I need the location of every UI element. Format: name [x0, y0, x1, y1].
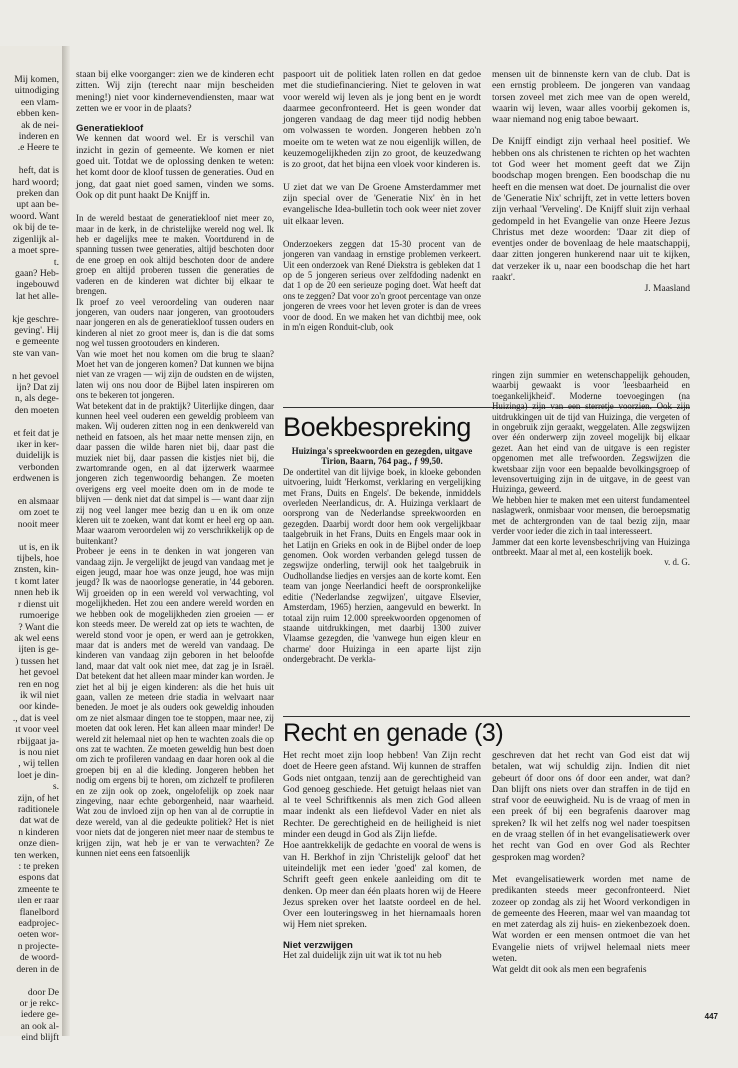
- margin-line: onze dien-: [18, 838, 59, 850]
- paragraph: paspoort uit de politiek laten rollen en dat gedoe met die studiefinanciering. Niet te geloven in wat voor wereld wij leven als je jong bent en je wordt daarmee geconfronteerd. Het is geen wonder dat jongeren vandaag de dag meer tijd nodig hebben om volwassen te worden. Jongeren hebben zo'n moeite om te weten wat ze nou eigenlijk willen, de keuzemogelijkheden zijn zo groot, de keuzedwang is zo groot, dat het bijna een vloek voor kinderen is.: [283, 70, 481, 171]
- margin-line: et feit dat je: [13, 427, 59, 439]
- margin-line: ebben ken-: [16, 108, 59, 120]
- margin-line: ste van van-: [12, 347, 59, 359]
- margin-line: e gemeente: [15, 336, 59, 348]
- paragraph: Wat geldt dit ook als men een begrafenis: [492, 965, 647, 976]
- margin-line: [0, 416, 62, 427]
- book-review-heading: Boekbespreking: [283, 412, 472, 442]
- margin-line: den moeten: [14, 404, 59, 416]
- subheading-niet-verzwijgen: Niet verzwijgen: [283, 939, 353, 951]
- article-heading-recht-en-genade: Recht en genade (3): [283, 719, 504, 747]
- review-signature: v. d. G.: [664, 557, 690, 568]
- paragraph: geschreven dat het recht van God eist dat wij betalen, wat wij schuldig zijn. Indien dit niet gebeurt óf door ons óf door een ander, wat dan? Dan blijft ons niets over dan straffen in de tijd en straf voor de eeuwigheid. Nu is de vraag of men in een preek óf bij een begrafenis daarover mag spreken? Ik wil het zelfs nog wel nader toespitsen en de vraag stellen óf in het evangelisatiewerk over het recht van God en over God als Rechter gesproken mag worden?: [492, 751, 690, 863]
- margin-line: oeten wor-: [17, 929, 59, 941]
- article-column-1: [76, 70, 274, 858]
- margin-line: zigenlijk al-: [12, 233, 59, 245]
- author-signature: J. Maasland: [644, 284, 690, 295]
- margin-line: zijn, of het: [17, 792, 59, 804]
- margin-line: : te preken: [18, 861, 59, 873]
- book-reference: Huizinga's spreekwoorden en gezegden, uitgave Tirion, Baarn, 764 pag., ƒ 99,50.: [291, 446, 473, 467]
- margin-line: inderen en: [18, 131, 59, 143]
- paragraph: De Knijff eindigt zijn verhaal heel positief. We hebben ons als christenen te richten op het wachten tot God weer het moment geeft dat we Zijn boodschap mogen brengen. Een boodschap die nu heeft en die mensen wat doet. De journalist die over de 'Generatie Nix' schrijft, zet in vette letters boven zijn verhaal 'Verveling'. De Knijff sluit zijn verhaal gedompeld in het Evangelie van onze Heere Jezus Christus met deze woorden: 'Daar zit diep of eventjes onder de bovenlaag de hele maatschappij, daar zitten jongeren hunkerend naar uit te kijken, dat verzeker ik u, naar een boodschap die het hart raakt'.: [492, 137, 690, 284]
- margin-line: ılen er raar: [17, 895, 59, 907]
- margin-line: iedere ge-: [20, 1009, 59, 1021]
- paragraph: U ziet dat we van De Groene Amsterdammer met zijn special over de 'Generatie Nix' èn in het evangelische Idea-bulletin toch ook weer niet zover uit elkaar leven.: [283, 182, 481, 227]
- margin-line: ak wel eens: [14, 632, 59, 644]
- margin-line: eadprojec-: [18, 918, 59, 930]
- margin-line: , wij tellen: [18, 758, 59, 770]
- paragraph: Wat betekent dat in de praktijk? Uiterlijke dingen, daar kunnen heel veel ouderen een geweldig probleem van maken. Wij ouderen zitten nog in een denkwereld van netheid en fatsoen, als het maar nette mensen zijn, en daar passen die wilde haren niet bij, daar past die muziek niet bij, daar passen die kistjes niet bij, die zwartomrande ogen, en al dat ijzerwerk waarmee jongeren zich tegenwoordig behangen. Ze moeten overigens erg veel moeite doen om in de mode te blijven — denk niet dat dat simpel is — want daar zijn zij nog veel langer mee bezig dan u en ik om onze kleren uit te zoeken, want dat komt er heel erg op aan. Maar waarom veroordelen wij zo verschrikkelijk op de buitenkant?: [76, 400, 274, 546]
- margin-line: rumoerige: [19, 610, 59, 622]
- margin-line: duidelijk is: [16, 450, 59, 462]
- recht-column-1: [283, 751, 481, 962]
- margin-line: ) tussen het: [15, 655, 59, 667]
- margin-line: znsten, kin-: [14, 564, 59, 576]
- book-review-column-1: [283, 446, 481, 665]
- margin-line: ıker in ker-: [16, 439, 59, 450]
- margin-line: r dienst uit: [17, 598, 59, 610]
- margin-line: gaan? Heb-: [15, 267, 59, 279]
- paragraph: Hoe aantrekkelijk de gedachte en vooral de wens is van H. Berkhof in zijn 'Christelijk geloof' dat het uiteindelijk met een ieder 'goed' zal komen, de Schrift geeft geen enkele aanleiding om dit te denken. Op meer dan één plaats horen wij de Heere Jezus spreken over het laatste oordeel en de hel. Over een louteringsweg in het hiernamaals horen wij Hem niet spreken.: [283, 841, 481, 931]
- margin-line: n het gevoel: [12, 370, 59, 382]
- margin-line: n, als dege-: [15, 393, 59, 405]
- margin-line: n projecte-: [17, 940, 59, 952]
- previous-page-text: [0, 46, 62, 1044]
- margin-line: tijbels, hoe: [16, 553, 59, 565]
- margin-line: or je rekc-: [19, 997, 59, 1009]
- margin-line: [0, 302, 62, 313]
- page-gutter: [62, 46, 70, 1036]
- paragraph: Met evangelisatiewerk worden met name de predikanten steeds meer geconfronteerd. Niet zozeer op zondag als zij het Woord verkondigen in de gemeente des Heeren, maar wel van maandag tot en met zaterdag als zij huis- en ziekenbezoek doen. Wat worden er een mensen ontmoet die van het Evangelie niets of vrijwel helemaal niets meer weten.: [492, 874, 690, 965]
- margin-line: nnen heb ik: [14, 587, 59, 599]
- margin-line: ijn? Dat zij: [16, 381, 59, 393]
- margin-line: woord. Want: [9, 210, 59, 222]
- paragraph: Van wie moet het nou komen om die brug te slaan? Moet het van de jongeren komen? Dat kunnen we bijna niet van ze vragen — wij zijn de oudsten en de wijsten, laten wij ons nou door de Bijbel laten inspireren om ons te bekeren tot jongeren.: [76, 348, 274, 401]
- margin-line: ut is, en ik: [19, 541, 59, 553]
- margin-line: deren in de: [16, 963, 59, 975]
- margin-line: oor kinde-: [19, 701, 59, 713]
- paragraph: Onderzoekers zeggen dat 15-30 procent van de jongeren van vandaag in ernstige problemen verkeert. Uit een onderzoek van René Diekstra is gebleken dat 1 op de 5 jongeren serieus over zelfdoding nadenkt en dat 1 op de 20 een serieuze poging doet. Wat heeft dat ons te zeggen? Dat voor zo'n groot percentage van onze jongeren de vrees voor het leven groter is dan de vrees voor de dood. En we maken het van dichtbij mee, ook in m'n eigen Ronduit-club, ook: [283, 238, 481, 333]
- margin-line: preken dan: [16, 188, 59, 200]
- margin-line: ren en nog: [18, 678, 59, 690]
- book-review-column-2: [492, 370, 690, 568]
- margin-line: een vlam-: [20, 96, 59, 108]
- margin-line: ıt voor veel: [15, 724, 59, 736]
- margin-line: rbijgaat ja-: [17, 735, 59, 747]
- margin-line: ten werken,: [14, 849, 59, 861]
- margin-line: erdwenen is: [12, 473, 59, 485]
- margin-line: a moet spre-: [11, 245, 59, 257]
- margin-line: ingebouwd: [16, 279, 59, 291]
- article-column-3: [492, 70, 690, 296]
- margin-line: geving'. Hij: [14, 324, 59, 336]
- recht-column-2: [492, 751, 690, 977]
- article-column-2: [283, 70, 481, 333]
- paragraph: Probeer je eens in te denken in wat jongeren van vandaag zijn. Je vergelijkt de jeugd van vandaag met je eigen jeugd, maar hoe was onze jeugd, hoe was mijn jeugd? Ik was de naoorlogse generatie, in '44 geboren. Wij groeiden op in een wereld vol verwachting, vol mogelijkheden. Het zou een andere wereld worden en we hebben ook de mogelijkheden zien groeien — er kon steeds meer. De wereld zat op iets te wachten, de wereld stond voor je open, er werd aan je getrokken, maar dat is anders met de wereld van vandaag. De kinderen van vandaag zijn geboren in het beloofde land, maar dat valt ook niet mee, dat zag je in Israël. Dat betekent dat het alleen maar minder kan worden. Je ziet het al bij je eigen kinderen: als die het huis uit gaan, vallen ze meteen drie stadia in welvaart naar beneden. Je moet je als ouders ook geweldig inhouden om ze niet alsmaar dingen toe te stoppen, maar nee, zij moeten dat ook leren. Het kan alleen maar minder! De wereld zit helemaal niet op hen te wachten zoals die op ons zat te wachten. Ze moeten geweldig hun best doen om zich te profileren vandaag en daar horen ook al die groepen bij en al die kleding. Jongeren hebben het nodig om ergens bij te horen, om zichzelf te profileren en ze zijn ook op zoek, ongelofelijk op zoek naar zingeving, naar echte geborgenheid, naar waarheid. Wat zou de invloed zijn op hen van al de corruptie in deze wereld, van al die gedeukte politiek? Het is niet voor niets dat de jongeren niet meer naar de stembus te krijgen zijn, wat heb je er van te verwachten? Ze kunnen niet eens een fatsoenlijk: [76, 546, 274, 859]
- paragraph: Het recht moet zijn loop hebben! Van Zijn recht doet de Heere geen afstand. Wij kunnen de straffen Gods niet ontgaan, tenzij aan de gerechtigheid van God genoeg geschiede. Het getuigt helaas niet van al te veel Schriftkennis als men zich God alleen maar indenkt als een liefdevol Vader en niet als Rechter. De gerechtigheid en de heiligheid is niet minder een deugd in God als Zijn liefde.: [283, 751, 481, 841]
- margin-line: ., dat is veel: [12, 712, 59, 724]
- margin-line: [0, 485, 62, 496]
- paragraph: staan bij elke voorganger: zien we de kinderen echt zitten. Wij zijn (terecht naar mijn bescheiden mening!) niet voor kindernevendiensten, maar wat zetten we er voor in de plaats?: [76, 70, 274, 114]
- margin-line: [0, 359, 62, 370]
- paragraph: In de wereld bestaat de generatiekloof niet meer zo, maar in de kerk, in de christelijke wereld nog wel. Ik heb er dagelijks mee te maken. Voortdurend in de spanning tussen twee generaties, altijd beschoten door de ene groep en ook altijd beschoten door de andere groep en altijd proberen tussen die generaties de vaderen en de kinderen wat dichter bij elkaar te brengen.: [76, 213, 274, 297]
- margin-line: s.: [52, 781, 59, 793]
- margin-line: ak de nei-: [21, 119, 59, 131]
- margin-line: [0, 530, 62, 541]
- margin-line: is nou niet: [19, 746, 59, 758]
- margin-line: t.: [53, 256, 59, 268]
- margin-line: loet je din-: [17, 769, 59, 781]
- margin-line: [0, 975, 62, 986]
- margin-line: ok bij de te-: [12, 222, 59, 234]
- margin-line: hard woord;: [12, 176, 59, 188]
- margin-line: om zoet te: [19, 507, 59, 519]
- margin-line: het gevoel: [19, 667, 59, 679]
- margin-line: en alsmaar: [17, 496, 59, 508]
- margin-line: uitnodiging: [14, 85, 59, 97]
- margin-line: espons dat: [18, 872, 59, 884]
- margin-line: raditionele: [17, 804, 59, 815]
- paragraph: Jammer dat een korte levensbeschrijving van Huizinga ontbreekt. Maar al met al, een kostelijk boek.: [492, 536, 690, 557]
- margin-line: Mij komen,: [14, 74, 59, 85]
- margin-line: ijten is ge-: [18, 644, 59, 656]
- margin-line: upt aan be-: [16, 199, 59, 211]
- margin-line: lat het alle-: [15, 290, 59, 302]
- paragraph: We kennen dat woord wel. Er is verschil van inzicht in gezin of gemeente. We komen er niet goed uit. Totdat we de oplossing denken te weten: het komt door de kloof tussen de generaties. Oud en jong, dat gaat niet goed samen, vinden we soms. Ook op dit punt haakt De Knijff in.: [76, 134, 274, 201]
- section-divider: [283, 716, 690, 717]
- previous-page-strip: [0, 46, 63, 1044]
- margin-line: eind blijft: [21, 1032, 59, 1044]
- margin-line: de woord-: [19, 952, 59, 964]
- section-heading-generatiekloof: Generatiekloof: [76, 123, 144, 135]
- margin-line: ? Want die: [18, 621, 59, 633]
- margin-line: n kinderen: [18, 826, 59, 838]
- margin-line: an ook al-: [20, 1020, 59, 1032]
- margin-line: nooit meer: [17, 518, 59, 530]
- paragraph: Het zal duidelijk zijn uit wat ik tot nu heb: [283, 951, 442, 962]
- paragraph: Ik proef zo veel veroordeling van ouderen naar jongeren, van ouders naar jongeren, van grootouders naar jongeren en als de generatiekloof tussen ouders en kinderen al niet zo groot meer is, dan is die dat soms nog wel tussen grootouders en kinderen.: [76, 296, 274, 349]
- margin-line: verbonden: [18, 461, 59, 473]
- margin-line: heft, dat is: [18, 165, 59, 177]
- margin-line: [0, 154, 62, 165]
- margin-line: dat wat de: [19, 815, 59, 827]
- margin-line: kje geschre-: [12, 313, 59, 325]
- margin-line: t komt later: [14, 575, 59, 587]
- page-number: 447: [704, 1012, 718, 1021]
- margin-line: zmeente te: [17, 883, 59, 895]
- margin-line: ik wil niet: [20, 689, 59, 701]
- margin-line: door De: [27, 986, 59, 998]
- paragraph: ringen zijn summier en wetenschappelijk gehouden, waarbij gewaakt is voor 'leesbaarheid en toegankelijkheid'. Moderne toevoegingen (na Huizinga) zijn van een sterretje voorzien. Ook zijn uitdrukkingen uit de tijd van Huizinga, die vergeten of in ongebruik zijn geraakt, weggelaten. Alle zegswijzen over één onderwerp zijn zoveel mogelijk bij elkaar gezet. Aan het eind van de uitgave is een register opgenomen met alle trefwoorden. Zegswijzen die kwetsbaar zijn voor een bepaalde bevolkingsgroep of levensovertuiging zijn in de uitgave, in de geest van Huizinga, geweerd.: [492, 370, 690, 495]
- paragraph: mensen uit de binnenste kern van de club. Dat is een ernstig probleem. De jongeren van vandaag torsen zoveel met zich mee van de open wereld, waarin wij leven, waar alles voorbij gekomen is, waar niemand nog enig taboe bewaart.: [492, 70, 690, 126]
- paragraph: De ondertitel van dit lijvige boek, in kloeke gebonden uitvoering, luidt 'Herkomst, verklaring en vergelijking met Frans, Duits en Engels'. De bekende, inmiddels overleden Neerlandicus, dr. A. Huizinga verklaart de oorsprong van de Nederlandse spreekwoorden en gezegden. Daarbij wordt door hem ook vergelijkbaar taalgebruik in het Frans, Duits en Engels maar ook in het Latijn en Grieks en ook in de Bijbel onder de loep genomen. Ook worden verbanden gelegd tussen de zegswijze onderling, terwijl ook het taalgebruik in Oudhollandse liedjes en versjes aan de korte komt. Een team van jonge Neerlandici heeft de oorspronkelijke editie ('Nederlandse zegwijzen', uitgave Elsevier, Amsterdam, 1965) herzien, aangevuld en bewerkt. In totaal zijn ruim 12.000 spreekwoorden opgenomen of staande uitdrukkingen, met daarbij 1300 zuiver Vlaamse gezegden, die 'vanwege hun eigen kleur en charme' door Huizinga in een aparte lijst zijn ondergebracht. De verkla-: [283, 466, 481, 665]
- paragraph: We hebben hier te maken met een uiterst fundamenteel naslagwerk, onmisbaar voor mensen, die beroepsmatig met de achtergronden van de taal bezig zijn, maar verder voor ieder die zich in taal interesseert.: [492, 494, 690, 537]
- margin-line: .e Heere te: [17, 142, 59, 154]
- margin-line: flanelbord: [19, 906, 59, 918]
